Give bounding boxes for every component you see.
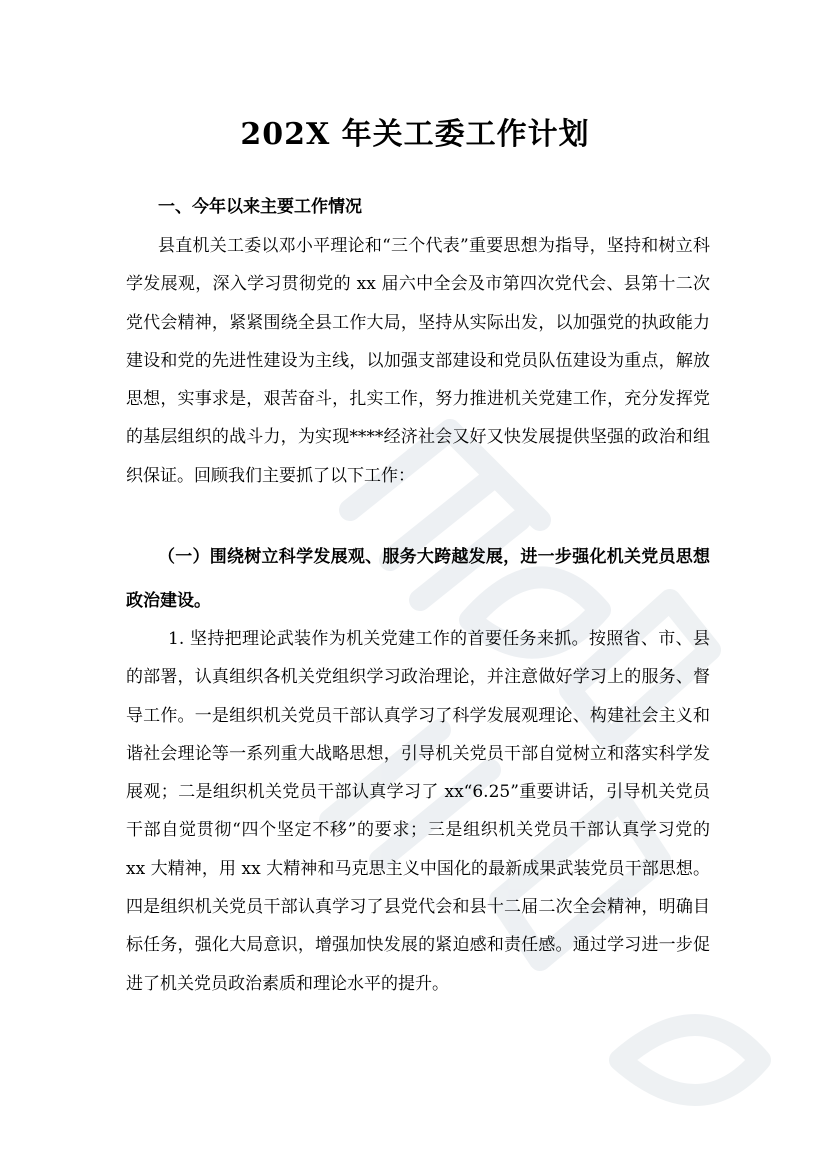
document-title: 202X 年关工委工作计划 [240,117,590,152]
section-paragraph: 县直机关工委以邓小平理论和“三个代表”重要思想为指导，坚持和树立科学发展观，深入学习贯彻党的 xx 届六中全会及市第四次党代会、县第十二次党代会精神，紧紧围绕全县工作大局，坚持从实际出发，以加强党的执政能力建设和党的先进性建设为主线，以加强支部建设和党员队伍建设为重点，解放思想，实事求是，艰苦奋斗，扎实工作，努力推进机关党建工作，充分发挥党的基层组织的战斗力，为实现****经济社会又好又快发展提供坚强的政治和组织保证。回顾我们主要抓了以下工作： [126,236,710,486]
subsection-heading: （一）围绕树立科学发展观、服务大跨越发展，进一步强化机关党员思想政治建设。 [126,547,710,611]
section-heading: 一、今年以来主要工作情况 [158,197,362,217]
item-paragraph: 1. 坚持把理论武装作为机关党建工作的首要任务来抓。按照省、市、县的部署，认真组织各机关党组织学习政治理论，并注意做好学习上的服务、督导工作。一是组织机关党员干部认真学习了科学发展观理论、构建社会主义和谐社会理论等一系列重大战略思想，引导机关党员干部自觉树立和落实科学发展观；二是组织机关党员干部认真学习了 xx“6.25”重要讲话，引导机关党员干部自觉贯彻“四个坚定不移”的要求；三是组织机关党员干部认真学习党的 xx 大精神，用 xx 大精神和马克思主义中国化的最新成果武装党员干部思想。四是组织机关党员干部认真学习了县党代会和县十二届二次全会精神，明确目标任务，强化大局意识，增强加快发展的紧迫感和责任感。通过学习进一步促进了机关党员政治素质和理论水平的提升。 [126,629,710,994]
